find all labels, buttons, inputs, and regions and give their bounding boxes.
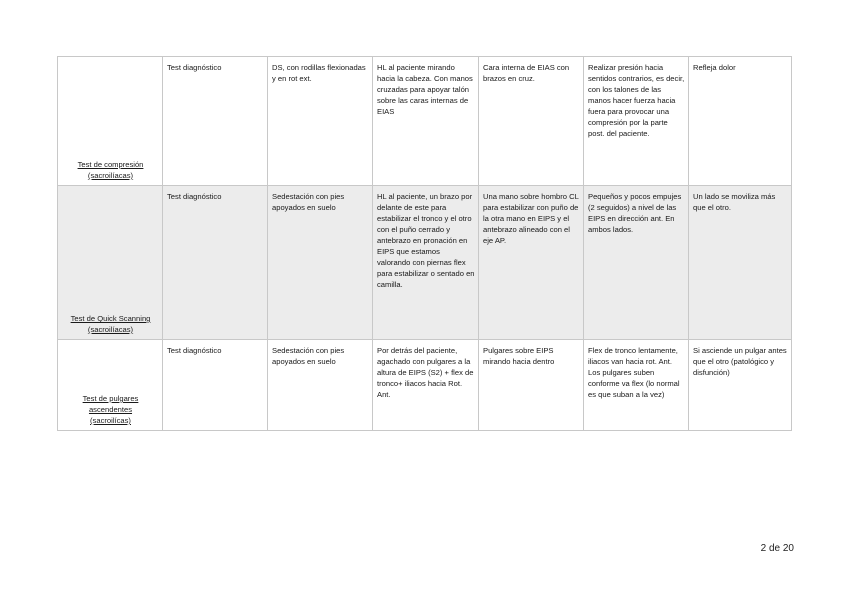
patient-position-cell: Sedestación con pies apoyados en suelo: [268, 340, 373, 431]
result-cell: Un lado se moviliza más que el otro.: [689, 186, 792, 340]
table-row: [58, 186, 792, 340]
test-name-cell: [58, 340, 163, 431]
test-type-cell: Test diagnóstico: [163, 57, 268, 186]
test-region: (sacroilícas): [90, 416, 131, 425]
test-name: Test de pulgares ascendentes: [82, 394, 139, 414]
test-name: Test de compresión: [77, 160, 144, 169]
test-region: (sacroilíacas): [87, 325, 134, 334]
table-row: [58, 57, 792, 186]
patient-position-cell: DS, con rodillas flexionadas y en rot ext.: [268, 57, 373, 186]
result-cell: Si asciende un pulgar antes que el otro (patológico y disfunción): [689, 340, 792, 431]
therapist-position-cell: HL al paciente mirando hacia la cabeza. Con manos cruzadas para apoyar talón sobre las caras internas de EIAS: [373, 57, 479, 186]
test-type-cell: Test diagnóstico: [163, 340, 268, 431]
patient-position-cell: Sedestación con pies apoyados en suelo: [268, 186, 373, 340]
test-name: Test de Quick Scanning: [70, 314, 151, 323]
test-type-cell: Test diagnóstico: [163, 186, 268, 340]
page-number: 2 de 20: [760, 543, 794, 554]
contact-cell: Pulgares sobre EIPS mirando hacia dentro: [479, 340, 584, 431]
test-name-cell: [58, 186, 163, 340]
table-row: [58, 340, 792, 431]
contact-cell: Una mano sobre hombro CL para estabilizar con puño de la otra mano en EIPS y el antebrazo alineado con el eje AP.: [479, 186, 584, 340]
therapist-position-cell: HL al paciente, un brazo por delante de este para estabilizar el tronco y el otro con el puño cerrado y antebrazo en pronación en EIPS que estamos valorando con piernas flex para estabilizar o sentado en camilla.: [373, 186, 479, 340]
therapist-position-cell: Por detrás del paciente, agachado con pulgares a la altura de EIPS (S2) + flex de tronco+ iliacos hacia Rot. Ant.: [373, 340, 479, 431]
procedure-cell: Realizar presión hacia sentidos contrarios, es decir, con los talones de las manos hacer fuerza hacia fuera para provocar una compresión por la parte post. del paciente.: [584, 57, 689, 186]
contact-cell: Cara interna de EIAS con brazos en cruz.: [479, 57, 584, 186]
test-region: (sacroilíacas): [87, 171, 134, 180]
test-name-cell: [58, 57, 163, 186]
result-cell: Refleja dolor: [689, 57, 792, 186]
procedure-cell: Flex de tronco lentamente, iliacos van hacia rot. Ant. Los pulgares suben conforme va flex (lo normal es que suban a la vez): [584, 340, 689, 431]
procedure-cell: Pequeños y pocos empujes (2 seguidos) a nivel de las EIPS en dirección ant. En ambos lados.: [584, 186, 689, 340]
sacroiliac-tests-table: [57, 56, 792, 431]
